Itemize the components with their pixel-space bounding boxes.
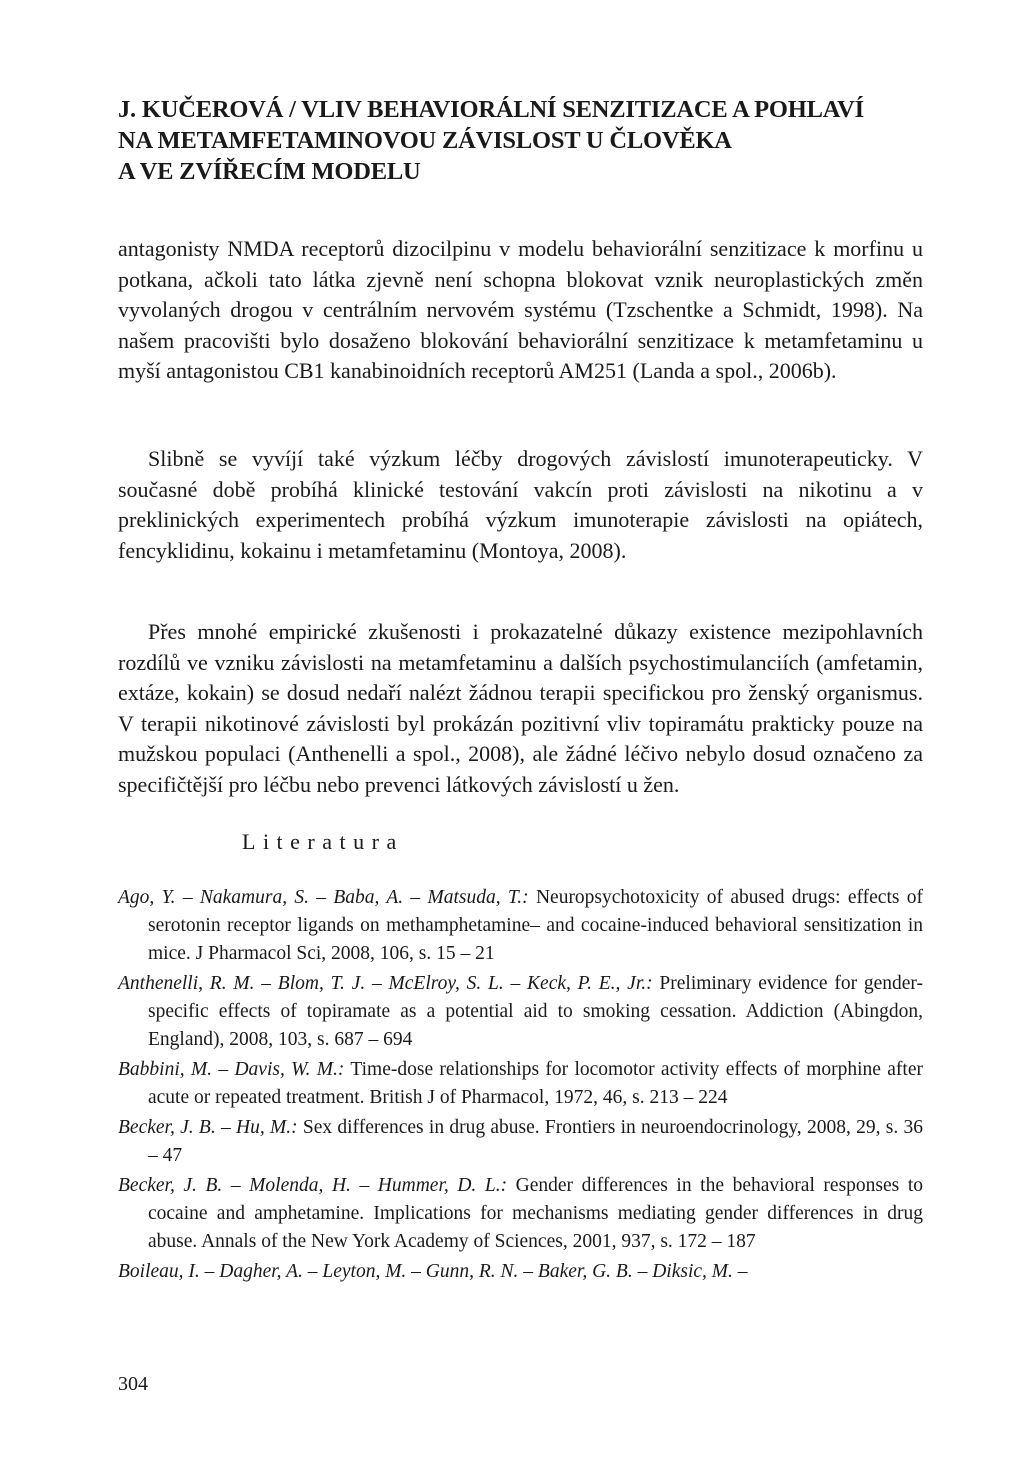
reference-authors: Boileau, I. – Dagher, A. – Leyton, M. – Gunn, R. N. – Baker, G. B. – Diksic, M. – (118, 1261, 748, 1282)
reference-item (118, 1114, 923, 1170)
reference-text: Time-dose relationships for locomotor activity effects of morphine after acute or repeated treatment. British J of Pharmacol, 1972, 46, s. 213 – 224 (148, 1059, 923, 1108)
page-number: 304 (118, 1373, 148, 1395)
header-line-1: J. KUČEROVÁ / VLIV BEHAVIORÁLNÍ SENZITIZACE A POHLAVÍ (118, 96, 864, 123)
reference-authors: Ago, Y. – Nakamura, S. – Baba, A. – Matsuda, T.: (118, 887, 529, 908)
reference-authors: Babbini, M. – Davis, W. M.: (118, 1059, 345, 1080)
reference-authors: Becker, J. B. – Molenda, H. – Hummer, D. L.: (118, 1175, 508, 1196)
reference-list (118, 884, 923, 1288)
reference-text: Sex differences in drug abuse. Frontiers in neuroendocrinology, 2008, 29, s. 36 – 47 (148, 1117, 923, 1166)
header-line-3: A VE ZVÍŘECÍM MODELU (118, 158, 421, 185)
literature-heading: Literatura (242, 829, 404, 854)
reference-item (118, 1172, 923, 1256)
paragraph-2: Slibně se vyvíjí také výzkum léčby drogových závislostí imunoterapeuticky. V současné době probíhá klinické testování vakcín proti závislosti na nikotinu a v preklinických experimentech probíhá výzkum imunoterapie závislosti na opiátech, fencyklidinu, kokainu i metamfetaminu (Montoya, 2008). (118, 446, 923, 563)
reference-item (118, 1258, 923, 1286)
paragraph-3: Přes mnohé empirické zkušenosti i prokazatelné důkazy existence mezipohlavních rozdílů ve vzniku závislosti na metamfetaminu a dalších psychostimulanciích (amfetamin, extáze, kokain) se dosud nedaří nalézt žádnou terapii specifickou pro ženský organismus. V terapii nikotinové závislosti byl prokázán pozitivní vliv topiramátu prakticky pouze na mužskou populaci (Anthenelli a spol., 2008), ale žádné léčivo nebylo dosud označeno za specifičtější pro léčbu nebo prevenci látkových závislostí u žen. (118, 619, 923, 797)
reference-item (118, 1056, 923, 1112)
running-header (118, 94, 918, 187)
reference-item (118, 884, 923, 968)
reference-text: Preliminary evidence for gender-specific effects of topiramate as a potential aid to smoking cessation. Addiction (Abingdon, England), 2008, 103, s. 687 – 694 (148, 973, 923, 1050)
reference-text: Neuropsychotoxicity of abused drugs: effects of serotonin receptor ligands on methamphetamine– and cocaine-induced behavioral sensitization in mice. J Pharmacol Sci, 2008, 106, s. 15 – 21 (148, 887, 923, 964)
paragraph-1: antagonisty NMDA receptorů dizocilpinu v modelu behaviorální senzitizace k morfinu u potkana, ačkoli tato látka zjevně není schopna blokovat vznik neuroplastických změn vyvolaných drogou v centrálním nervovém systému (Tzschentke a Schmidt, 1998). Na našem pracovišti bylo dosaženo blokování behaviorální senzitizace k metamfetaminu u myší antagonistou CB1 kanabinoidních receptorů AM251 (Landa a spol., 2006b). (118, 236, 923, 383)
reference-authors: Anthenelli, R. M. – Blom, T. J. – McElroy, S. L. – Keck, P. E., Jr.: (118, 973, 653, 994)
reference-authors: Becker, J. B. – Hu, M.: (118, 1117, 298, 1138)
reference-text: Gender differences in the behavioral responses to cocaine and amphetamine. Implications for mechanisms mediating gender differences in drug abuse. Annals of the New York Academy of Sciences, 2001, 937, s. 172 – 187 (148, 1175, 923, 1252)
reference-item (118, 970, 923, 1054)
header-line-2: NA METAMFETAMINOVOU ZÁVISLOST U ČLOVĚKA (118, 127, 732, 154)
